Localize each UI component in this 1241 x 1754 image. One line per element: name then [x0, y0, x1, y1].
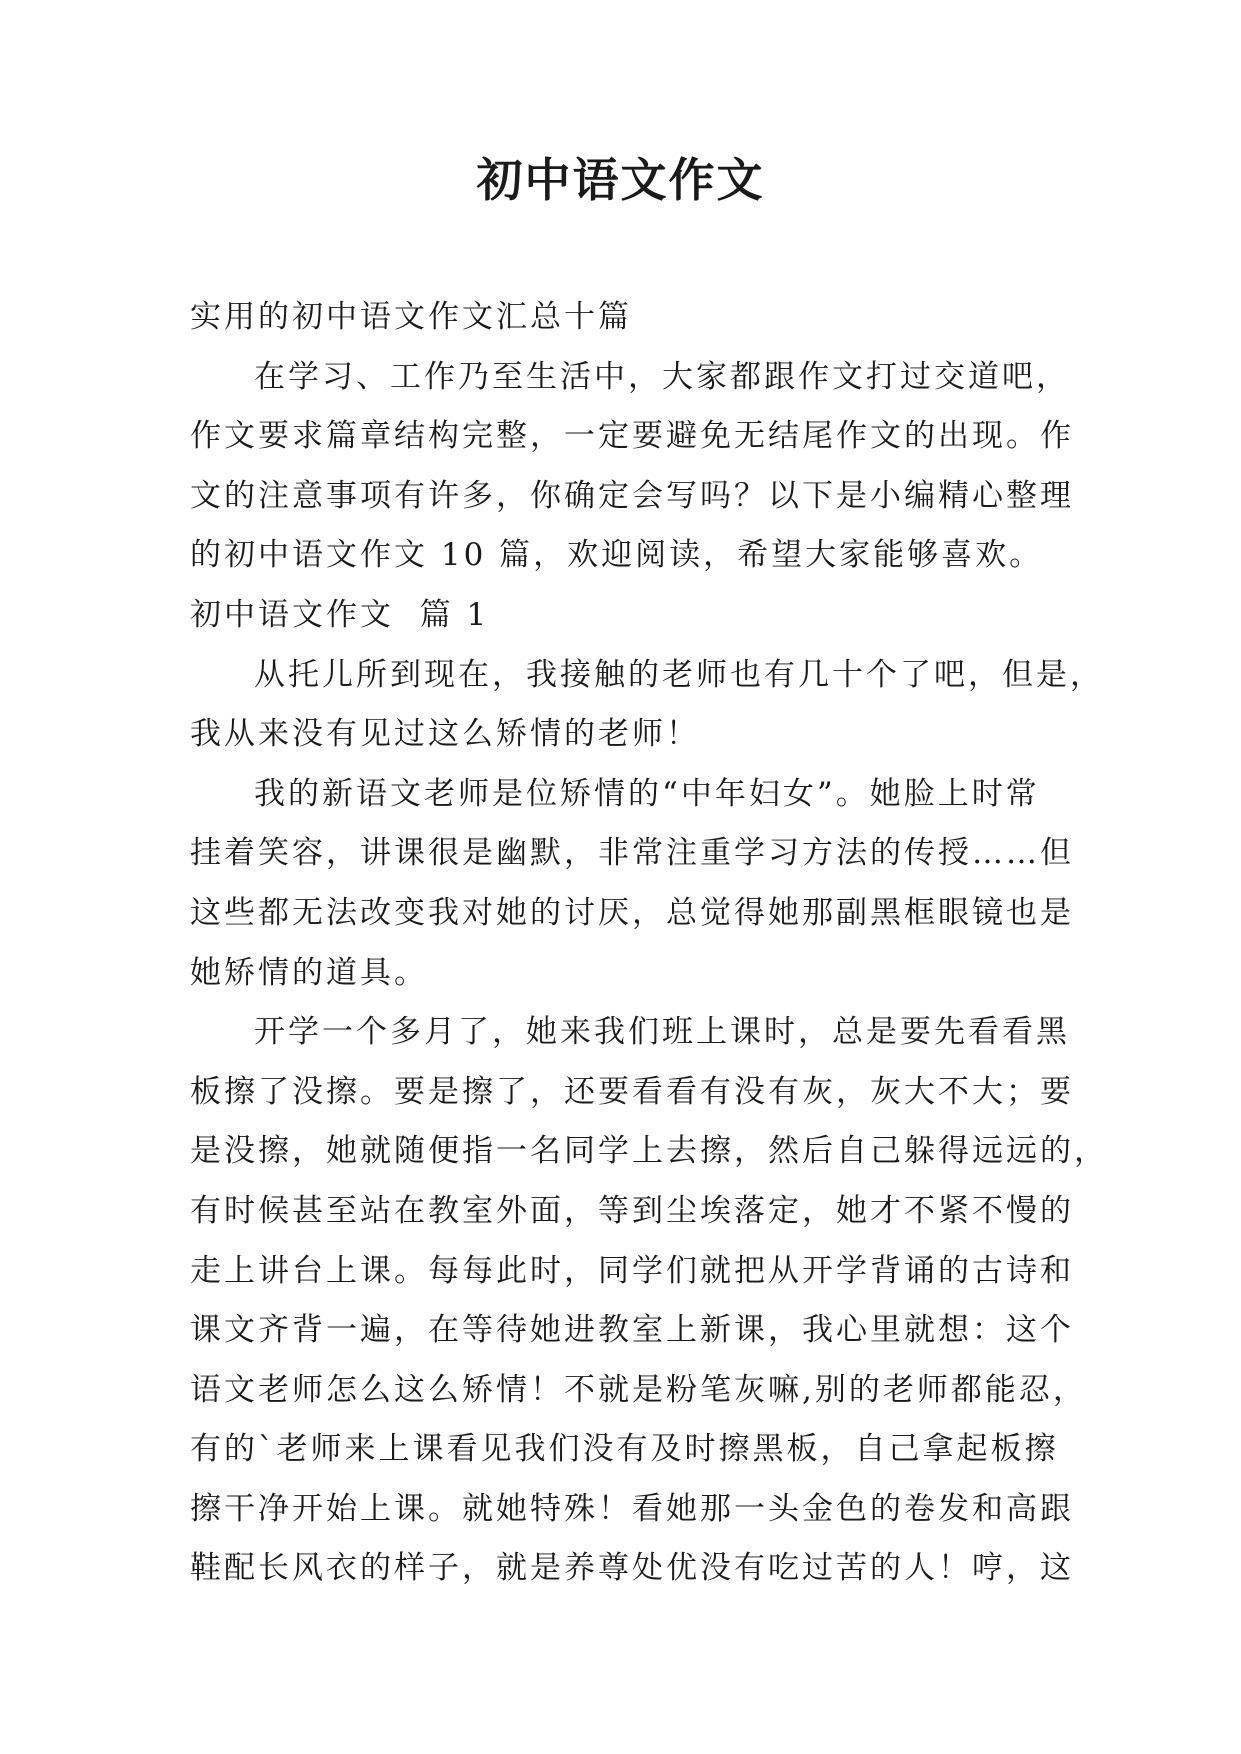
paragraph-line: 擦干净开始上课。就她特殊！看她那一头金色的卷发和高跟 — [190, 1490, 1074, 1527]
subtitle-line: 实用的初中语文作文汇总十篇 — [190, 299, 632, 335]
paragraph-line: 挂着笑容，讲课很是幽默，非常注重学习方法的传授……但 — [190, 835, 1074, 872]
paragraph-line: 是没擦，她就随便指一名同学上去擦，然后自己躲得远远的， — [190, 1133, 1108, 1170]
paragraph-line: 有时候甚至站在教室外面，等到尘埃落定，她才不紧不慢的 — [190, 1192, 1074, 1229]
paragraph-line: 走上讲台上课。每每此时，同学们就把从开学背诵的古诗和 — [190, 1252, 1074, 1289]
paragraph-line: 板擦了没擦。要是擦了，还要看看有没有灰，灰大不大；要 — [190, 1073, 1074, 1110]
paragraph-line: 作文要求篇章结构完整，一定要避免无结尾作文的出现。作 — [190, 418, 1074, 455]
paragraph-line: 文的注意事项有许多，你确定会写吗？以下是小编精心整理 — [190, 477, 1074, 514]
document-body — [190, 288, 1108, 1599]
paragraph-line: 有的`老师来上课看见我们没有及时擦黑板，自己拿起板擦 — [190, 1431, 1059, 1468]
paragraph-line: 在学习、工作乃至生活中，大家都跟作文打过交道吧， — [254, 358, 1070, 395]
document-title: 初中语文作文 — [476, 153, 765, 207]
paragraph-line: 从托儿所到现在，我接触的老师也有几十个了吧，但是， — [254, 656, 1104, 693]
paragraph-line: 语文老师怎么这么矫情！不就是粉笔灰嘛,别的老师都能忍， — [190, 1371, 1087, 1408]
paragraph-line: 我的新语文老师是位矫情的“中年妇女”。她脸上时常 — [254, 775, 1040, 812]
paragraph-line: 这些都无法改变我对她的讨厌，总觉得她那副黑框眼镜也是 — [190, 894, 1074, 931]
paragraph-line: 的初中语文作文 10 篇，欢迎阅读，希望大家能够喜欢。 — [190, 537, 1044, 574]
paragraph-line: 我从来没有见过这么矫情的老师！ — [190, 716, 700, 753]
paragraph-line: 课文齐背一遍，在等待她进教室上新课，我心里就想：这个 — [190, 1312, 1074, 1349]
paragraph-line: 她矫情的道具。 — [190, 954, 428, 991]
section-heading: 初中语文作文 篇 1 — [190, 596, 490, 633]
paragraph-line: 开学一个多月了，她来我们班上课时，总是要先看看黑 — [254, 1014, 1070, 1051]
paragraph-line: 鞋配长风衣的样子，就是养尊处优没有吃过苦的人！哼，这 — [190, 1550, 1074, 1587]
